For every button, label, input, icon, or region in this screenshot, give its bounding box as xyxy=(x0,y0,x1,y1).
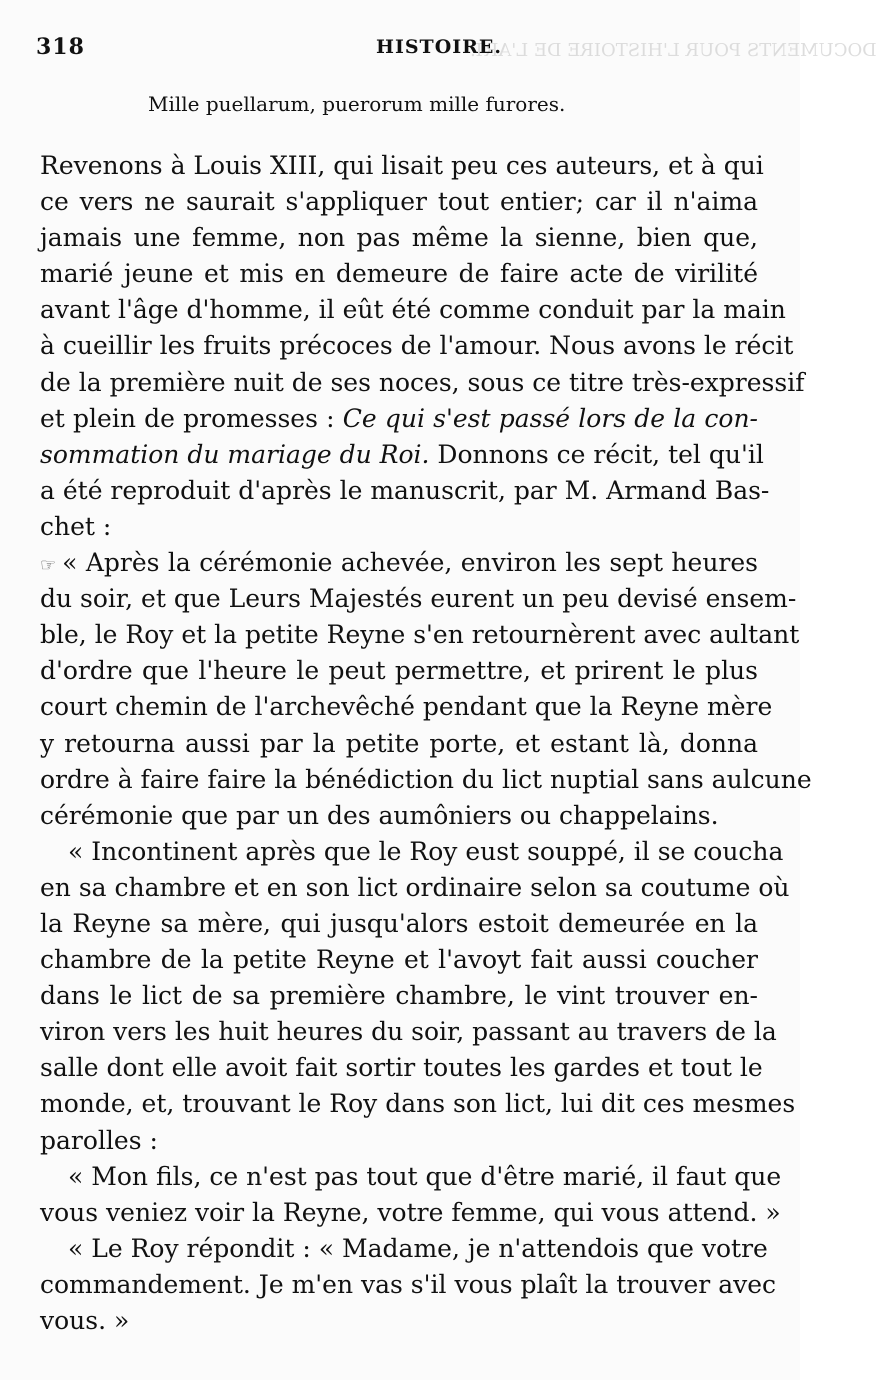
epigraph: Mille puellarum, puerorum mille furores. xyxy=(148,92,566,116)
text-line xyxy=(40,292,786,328)
text-line xyxy=(40,256,758,292)
body-text xyxy=(40,148,812,1339)
text-segment: monde, et, trouvant le Roy dans son lict, lui dit ces mesmes xyxy=(40,1089,796,1119)
text-segment: y retourna aussi par la petite porte, et estant là, donna xyxy=(40,728,758,758)
text-line xyxy=(40,1267,777,1303)
text-line xyxy=(40,437,764,473)
text-segment: « Incontinent après que le Roy eust souppé, il se coucha xyxy=(68,836,784,866)
italic-text: Ce qui s'est passé lors de la con- xyxy=(342,403,758,433)
text-segment: chet : xyxy=(40,511,112,541)
text-segment: en sa chambre et en son lict ordinaire selon sa coutume où xyxy=(40,872,790,902)
text-line xyxy=(40,401,758,437)
text-segment: « Mon fils, ce n'est pas tout que d'être marié, il faut que xyxy=(68,1161,782,1191)
text-segment: dans le lict de sa première chambre, le vint trouver en- xyxy=(40,981,758,1011)
text-segment: vous. » xyxy=(40,1306,130,1335)
text-segment: court chemin de l'archevêché pendant que la Reyne mère xyxy=(40,692,773,722)
text-segment: ordre à faire faire la bénédiction du lict nuptial sans aulcune xyxy=(40,764,812,794)
text-line xyxy=(40,798,758,834)
text-line xyxy=(40,689,773,725)
text-line xyxy=(40,1123,758,1159)
text-segment: marié jeune et mis en demeure de faire acte de virilité xyxy=(40,259,758,289)
text-line xyxy=(40,184,758,220)
running-head: HISTOIRE. xyxy=(376,36,503,58)
text-line xyxy=(40,870,790,906)
text-segment: ce vers ne saurait s'appliquer tout entier; car il n'aima xyxy=(40,187,758,217)
text-segment: salle dont elle avoit fait sortir toutes les gardes et tout le xyxy=(40,1053,763,1083)
text-line xyxy=(40,148,764,184)
pointing-hand-icon: ☞ xyxy=(40,555,57,577)
text-line xyxy=(40,617,800,653)
page-number: 318 xyxy=(36,34,85,60)
page-header xyxy=(36,34,760,64)
text-line xyxy=(40,942,758,978)
text-line xyxy=(40,1086,796,1122)
text-segment: avant l'âge d'homme, il eût été comme conduit par la main xyxy=(40,295,786,325)
text-segment: à cueillir les fruits précoces de l'amour. Nous avons le récit xyxy=(40,331,794,361)
text-segment: vous veniez voir la Reyne, votre femme, qui vous attend. » xyxy=(40,1197,781,1227)
text-segment: a été reproduit d'après le manuscrit, par M. Armand Bas- xyxy=(40,475,770,505)
text-line xyxy=(40,220,758,256)
text-line xyxy=(40,581,797,617)
text-segment: d'ordre que l'heure le peut permettre, et prirent le plus xyxy=(40,656,758,686)
text-line xyxy=(40,509,758,545)
text-segment: « Le Roy répondit : « Madame, je n'attendois que votre xyxy=(68,1233,768,1263)
text-line xyxy=(40,1050,763,1086)
text-line xyxy=(40,1231,768,1267)
italic-text: sommation du mariage du Roi. xyxy=(40,439,430,469)
text-segment: Revenons à Louis XIII, qui lisait peu ces auteurs, et à qui xyxy=(40,151,764,180)
text-line xyxy=(40,653,758,689)
text-line xyxy=(40,1195,781,1231)
text-line xyxy=(40,1303,758,1339)
text-line xyxy=(40,365,805,401)
text-line xyxy=(40,762,812,798)
text-segment: ble, le Roy et la petite Reyne s'en retournèrent avec aultant xyxy=(40,620,800,650)
bleed-through-text: DOCUMENTS POUR L'HISTOIRE DE L'ART. xyxy=(470,40,877,61)
text-line xyxy=(40,726,758,762)
text-line xyxy=(40,1159,782,1195)
text-segment: et plein de promesses : xyxy=(40,403,343,433)
text-segment: la Reyne sa mère, qui jusqu'alors estoit demeurée en la xyxy=(40,908,758,938)
text-segment: cérémonie que par un des aumôniers ou chappelains. xyxy=(40,800,719,830)
text-segment: du soir, et que Leurs Majestés eurent un peu devisé ensem- xyxy=(40,584,797,614)
text-segment: « Après la cérémonie achevée, environ les sept heures xyxy=(62,548,758,578)
text-segment: de la première nuit de ses noces, sous ce titre très-expressif xyxy=(40,367,805,397)
text-line xyxy=(40,834,784,870)
text-line xyxy=(40,978,758,1014)
text-line xyxy=(40,906,758,942)
text-line xyxy=(40,328,794,364)
text-line xyxy=(40,545,758,581)
text-line xyxy=(40,1014,777,1050)
text-segment: viron vers les huit heures du soir, passant au travers de la xyxy=(40,1017,777,1047)
text-segment: commandement. Je m'en vas s'il vous plaît la trouver avec xyxy=(40,1269,777,1299)
text-line xyxy=(40,473,770,509)
text-segment: chambre de la petite Reyne et l'avoyt fait aussi coucher xyxy=(40,945,758,975)
text-segment: jamais une femme, non pas même la sienne, bien que, xyxy=(40,223,758,253)
text-segment: Donnons ce récit, tel qu'il xyxy=(429,439,764,469)
text-segment: parolles : xyxy=(40,1125,158,1155)
